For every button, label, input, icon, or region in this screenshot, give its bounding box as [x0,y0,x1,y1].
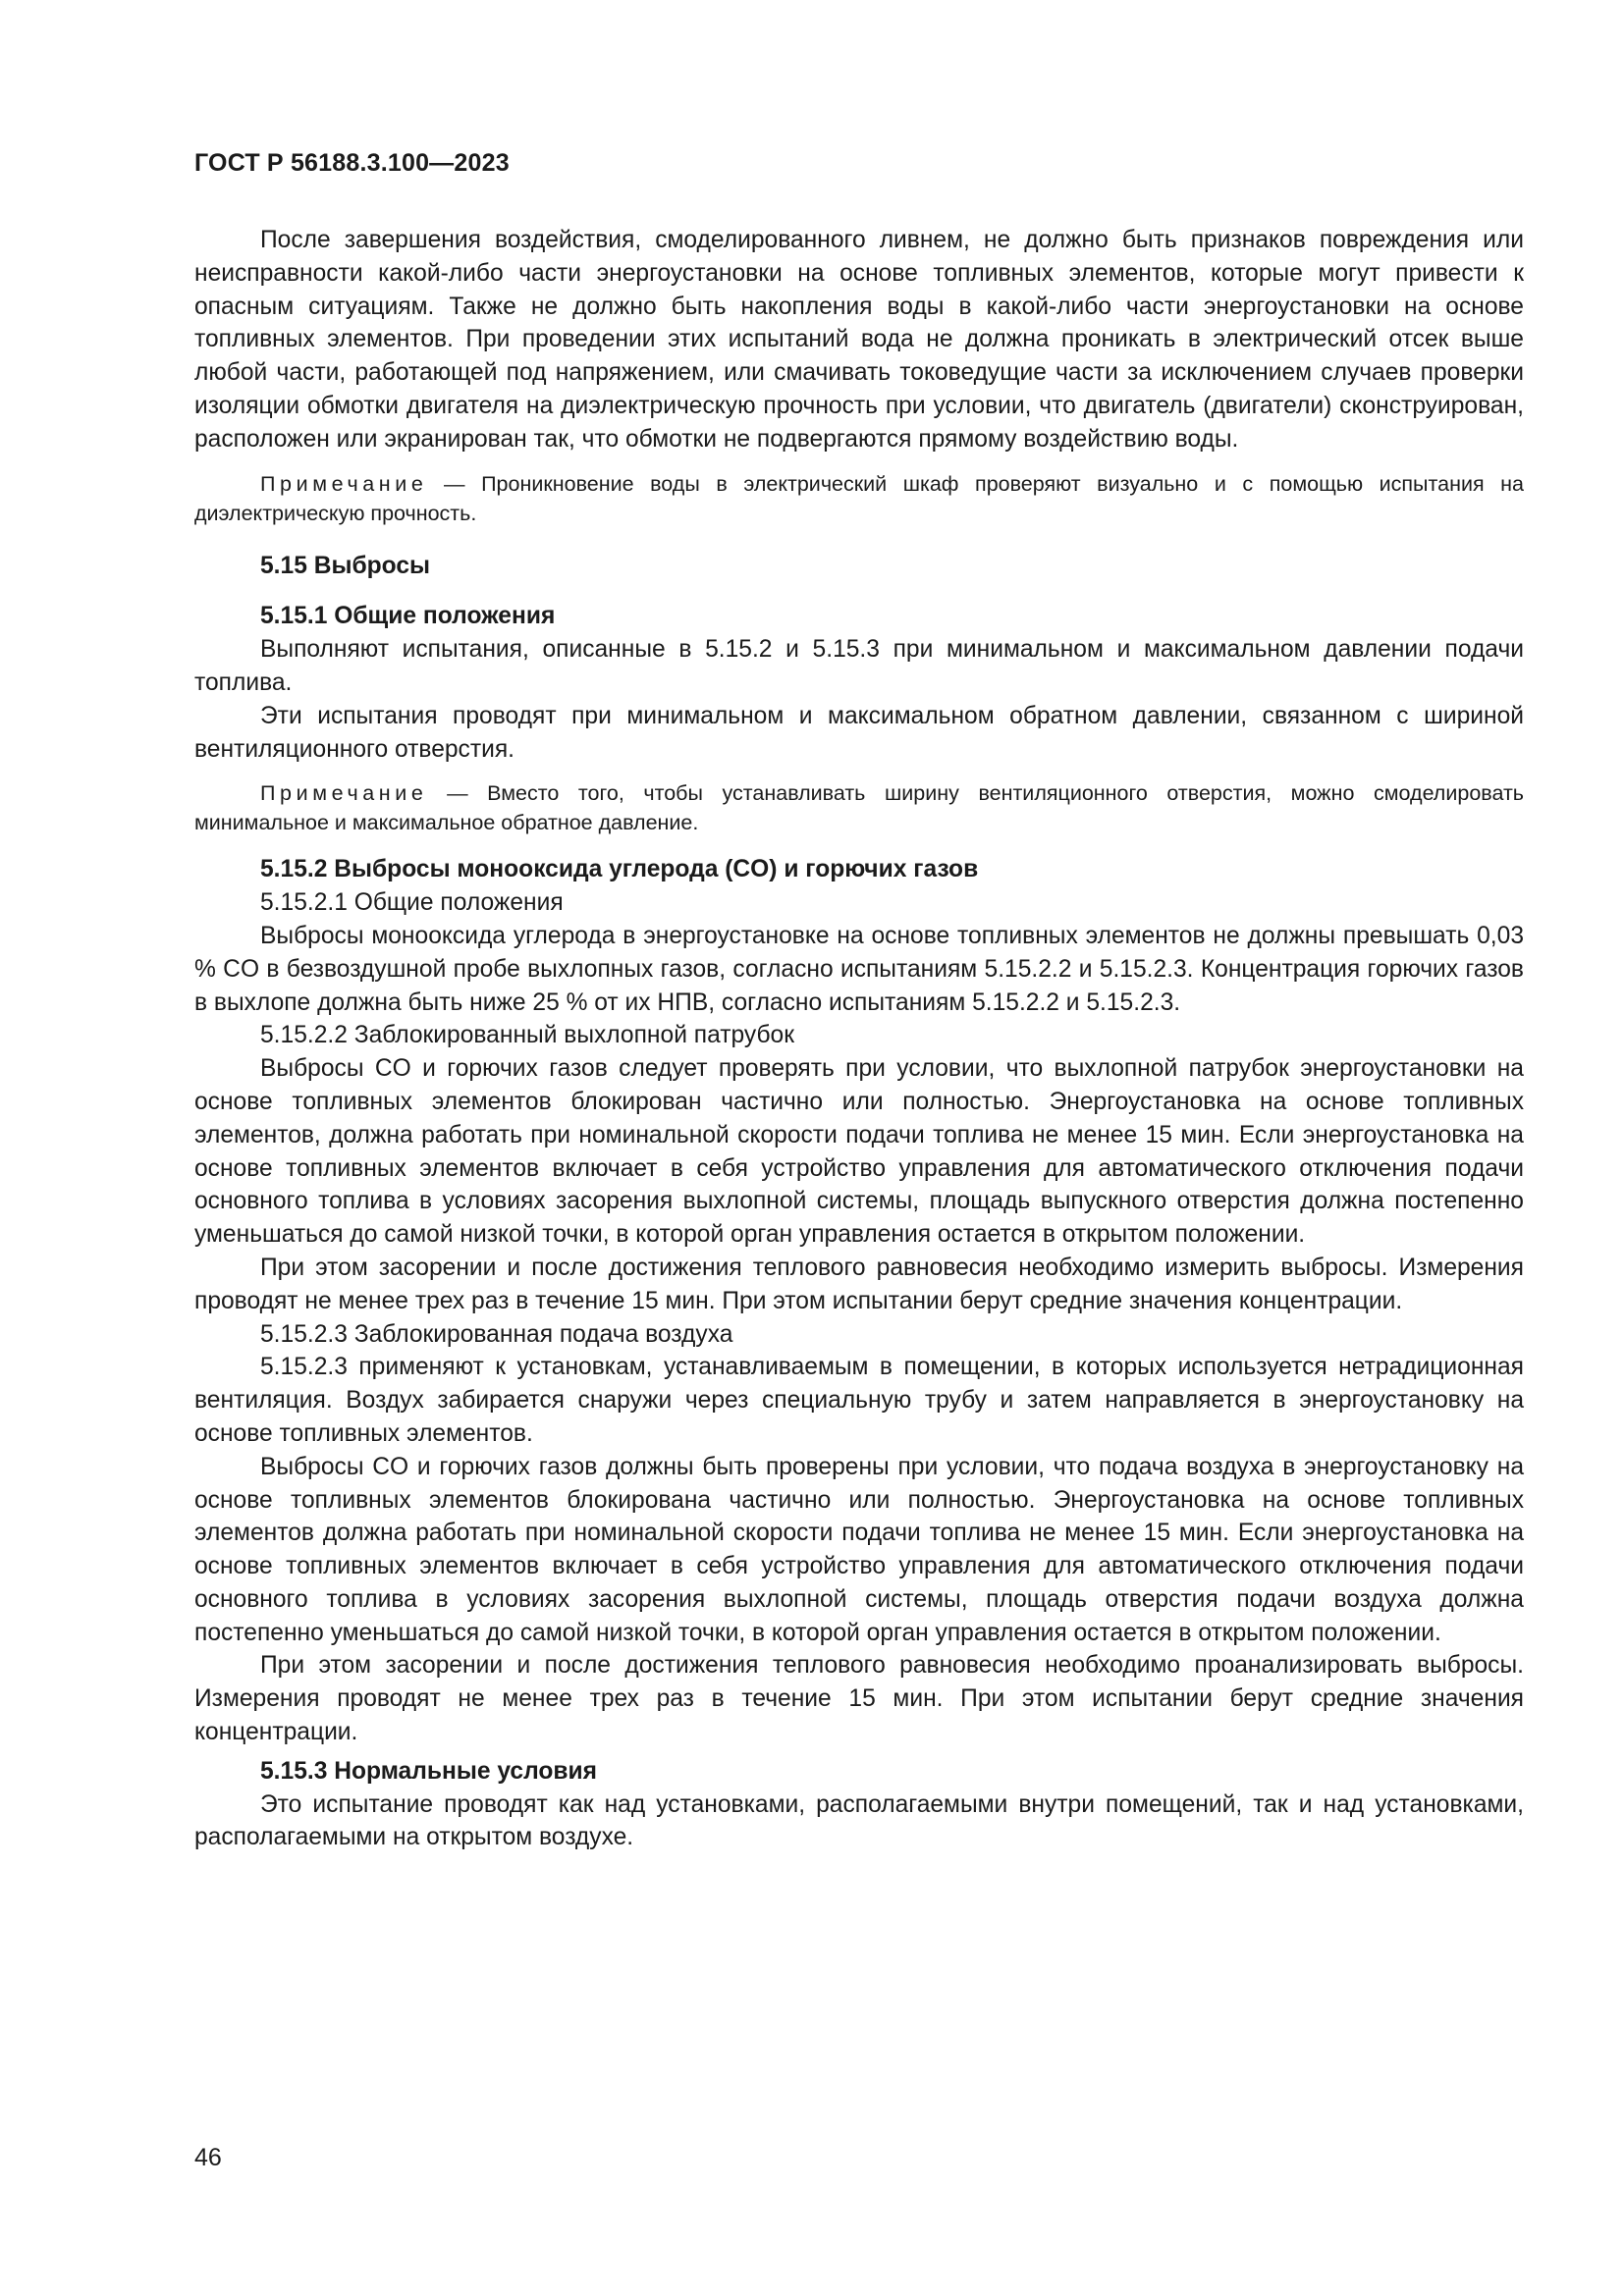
note-rain-test [194,469,1524,528]
note-text: — Проникновение воды в электрический шкаф проверяют визуально и с помощью испытания на диэлектрическую прочность. [194,471,1524,525]
paragraph: Выполняют испытания, описанные в 5.15.2 и 5.15.3 при минимальном и максимальном давлении подачи топлива. [194,636,1524,696]
paragraph: Выбросы монооксида углерода в энергоустановке на основе топливных элементов не должны превышать 0,03 % CO в безвоздушной пробе выхлопных газов, согласно испытаниям 5.15.2.2 и 5.15.2.3. Концентрация горючих газов в выхлопе должна быть ниже 25 % от их НПВ, согласно испытаниям 5.15.2.2 и 5.15.2.3. [194,922,1524,1016]
paragraph: 5.15.2.3 применяют к установкам, устанавливаемым в помещении, в которых используется нетрадиционная вентиляция. Воздух забирается снаружи через специальную трубу и затем направляется в энергоустановку на основе топливных элементов. [194,1354,1524,1447]
paragraph: При этом засорении и после достижения теплового равновесия необходимо измерить выбросы. Измерения проводят не менее трех раз в течение 15 мин. При этом испытании берут средние значения концентрации. [194,1254,1524,1314]
section-heading-5-15-2-2: 5.15.2.2 Заблокированный выхлопной патрубок [260,1022,794,1049]
section-heading-5-15-3: 5.15.3 Нормальные условия [260,1757,598,1785]
paragraph: Выбросы CO и горючих газов следует проверять при условии, что выхлопной патрубок энергоустановки на основе топливных элементов блокирован частично или полностью. Энергоустановка на основе топливных элементов, должна работать при номинальной скорости подачи топлива не менее 15 мин. Если энергоустановка на основе топливных элементов включает в себя устройство управления для автоматического отключения подачи основного топлива в условиях засорения выхлопной системы, площадь выпускного отверстия должна постепенно уменьшаться до самой низкой точки, в которой орган управления остается в открытом положении. [194,1055,1524,1249]
section-heading-5-15-2-1: 5.15.2.1 Общие положения [260,889,564,917]
note-label: Примечание [260,781,428,806]
page-body [194,224,1524,1854]
note-ventilation [194,778,1524,837]
paragraph: Эти испытания проводят при минимальном и максимальном обратном давлении, связанном с шириной вентиляционного отверстия. [194,702,1524,763]
note-text: — Вместо того, чтобы устанавливать ширину вентиляционного отверстия, можно смоделировать минимальное и максимальное обратное давление. [194,781,1524,835]
document-id-header: ГОСТ Р 56188.3.100—2023 [194,149,510,177]
section-heading-5-15-1: 5.15.1 Общие положения [260,603,556,630]
section-heading-5-15-2: 5.15.2 Выбросы монооксида углерода (CO) и горючих газов [260,856,979,883]
paragraph: Выбросы CO и горючих газов должны быть проверены при условии, что подача воздуха в энергоустановку на основе топливных элементов блокирована частично или полностью. Энергоустановка на основе топливных элементов должна работать при номинальной скорости подачи топлива не менее 15 мин. Если энергоустановка на основе топливных элементов включает в себя устройство управления для автоматического отключения подачи основного топлива в условиях засорения выхлопной системы, площадь отверстия подачи воздуха должна постепенно уменьшаться до самой низкой точки, в которой орган управления остается в открытом положении. [194,1453,1524,1646]
section-heading-5-15: 5.15 Выбросы [260,552,431,579]
intro-paragraph: После завершения воздействия, смоделированного ливнем, не должно быть признаков повреждения или неисправности какой-либо части энергоустановки на основе топливных элементов, которые могут привести к опасным ситуациям. Также не должно быть накопления воды в какой-либо части энергоустановки на основе топливных элементов. При проведении этих испытаний вода не должна проникать в электрический отсек выше любой части, работающей под напряжением, или смачивать токоведущие части за исключением случаев проверки изоляции обмотки двигателя на диэлектрическую прочность при условии, что двигатель (двигатели) сконструирован, расположен или экранирован так, что обмотки не подвергаются прямому воздействию воды. [194,227,1524,453]
page-number: 46 [194,2144,222,2171]
section-heading-5-15-2-3: 5.15.2.3 Заблокированная подача воздуха [260,1320,733,1348]
paragraph: При этом засорении и после достижения теплового равновесия необходимо проанализировать выбросы. Измерения проводят не менее трех раз в течение 15 мин. При этом испытании берут средние значения концентрации. [194,1652,1524,1746]
note-label: Примечание [260,471,428,496]
paragraph: Это испытание проводят как над установками, располагаемыми внутри помещений, так и над установками, располагаемыми на открытом воздухе. [194,1790,1524,1851]
